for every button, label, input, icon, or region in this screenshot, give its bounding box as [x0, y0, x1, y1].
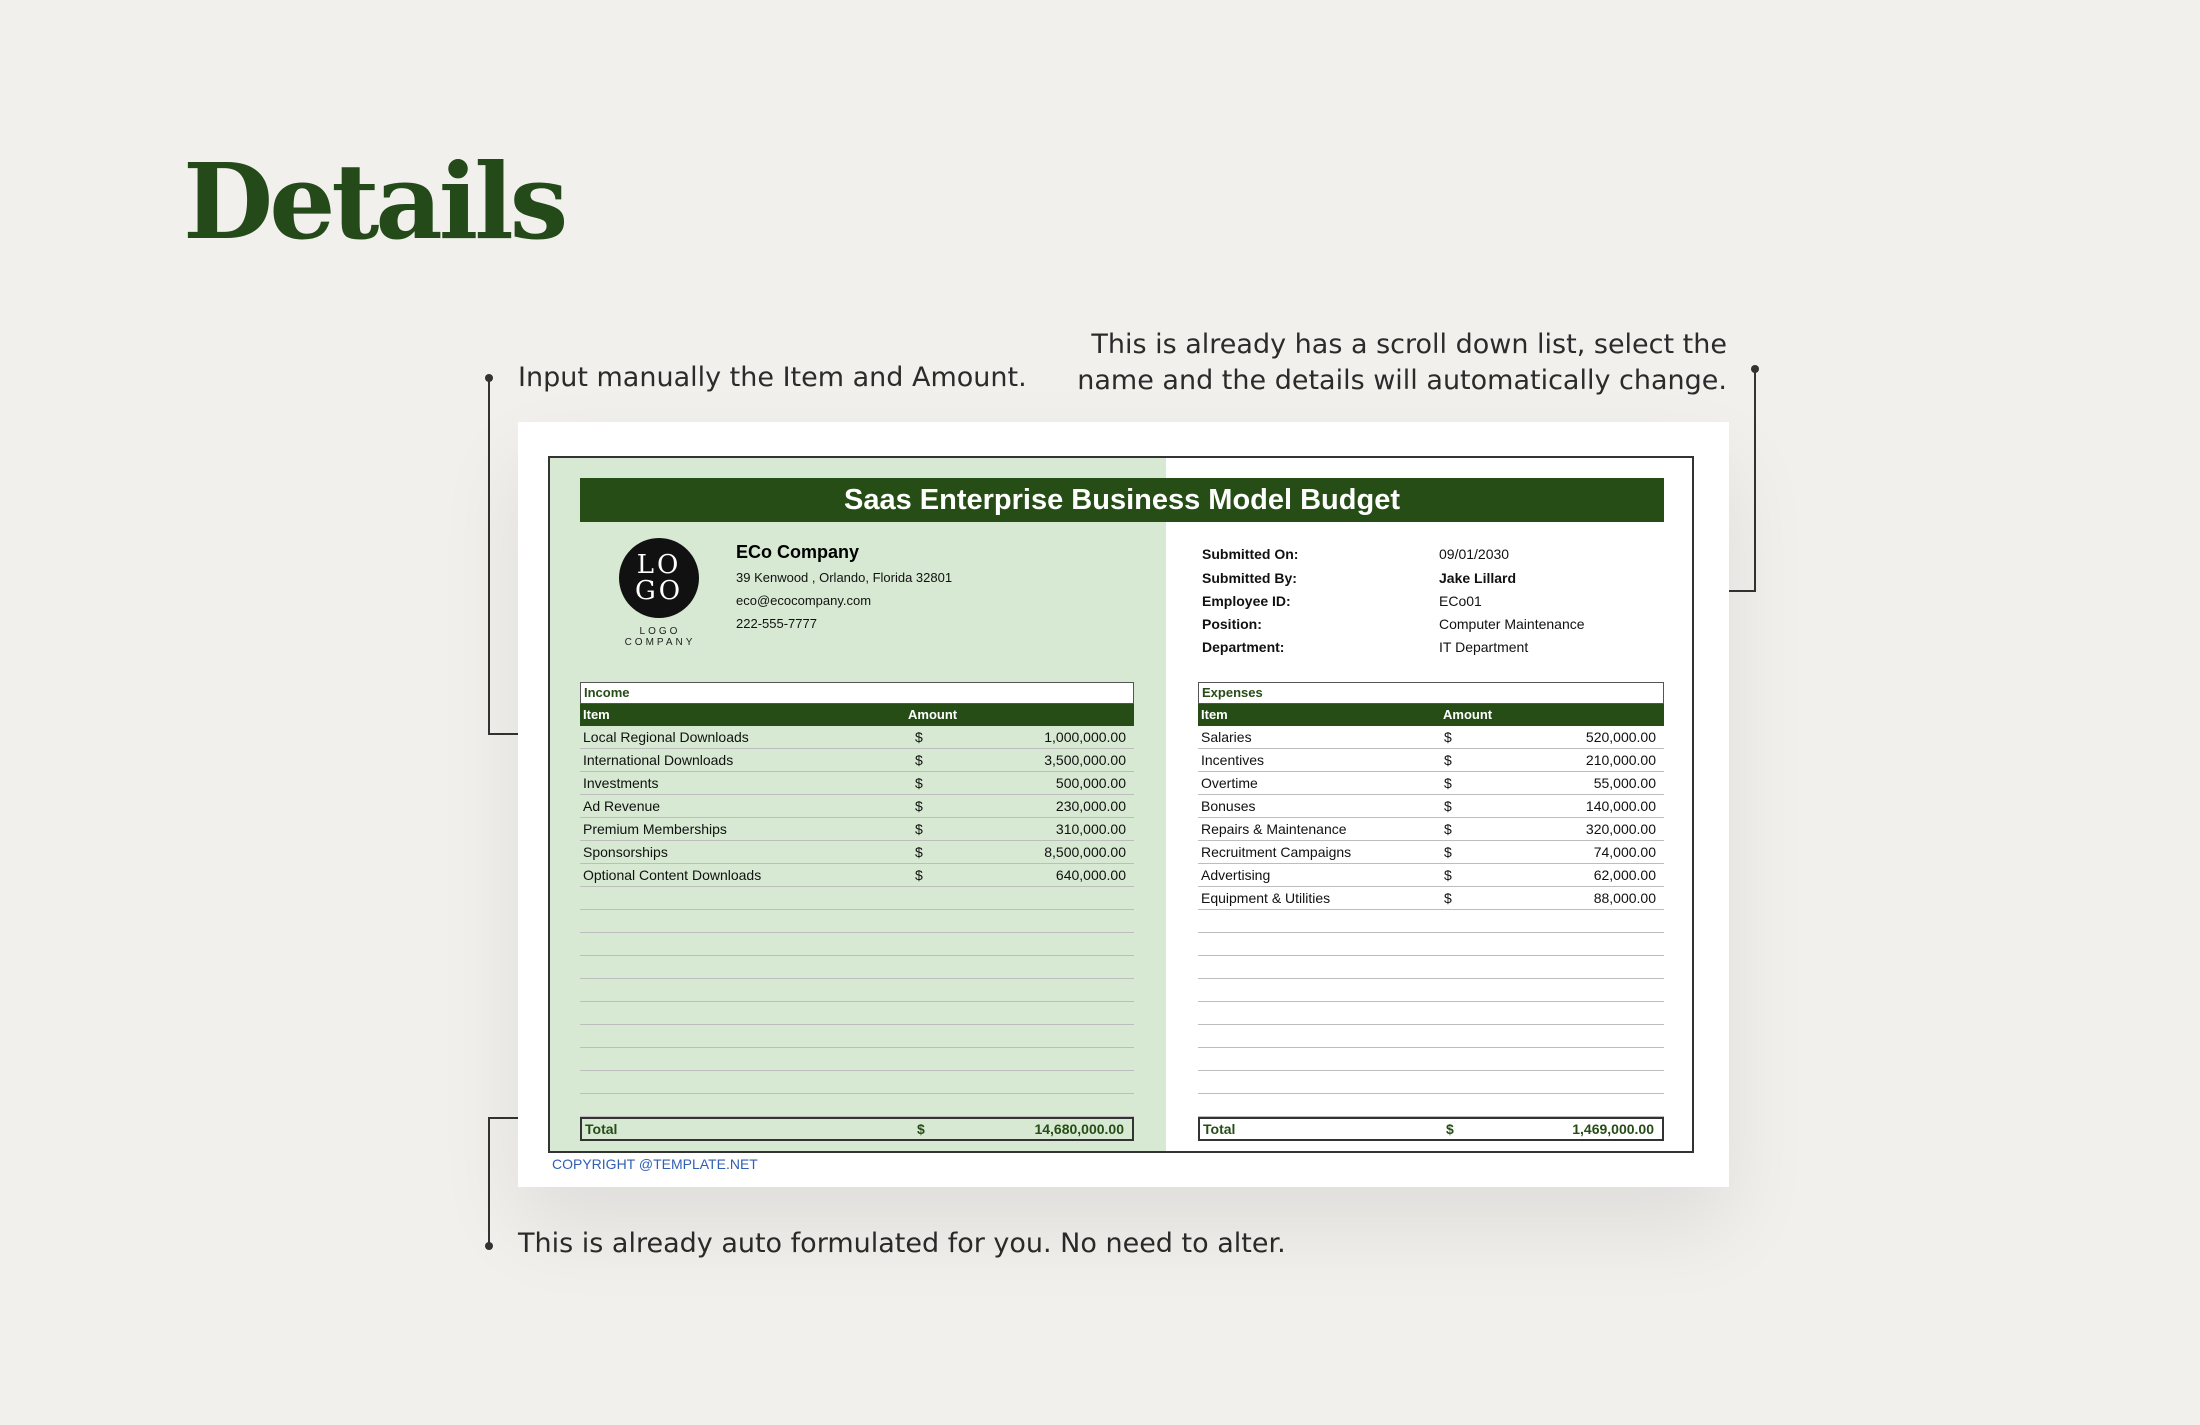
info-value: Computer Maintenance [1439, 616, 1585, 632]
income-total-amount: 14,680,000.00 [1034, 1121, 1124, 1137]
income-total-row [580, 1117, 1134, 1141]
table-row[interactable] [1198, 818, 1664, 841]
row-currency: $ [1444, 798, 1452, 814]
expenses-col-amount: Amount [1443, 707, 1493, 722]
row-item: Ad Revenue [583, 798, 661, 814]
row-amount: 500,000.00 [1055, 775, 1126, 791]
table-row[interactable] [1198, 910, 1664, 933]
row-currency: $ [915, 844, 923, 860]
info-value: ECo01 [1439, 593, 1482, 609]
row-amount: 3,500,000.00 [1044, 752, 1126, 768]
row-item: Repairs & Maintenance [1201, 821, 1347, 837]
expenses-table-header [1198, 704, 1664, 726]
table-row[interactable] [580, 956, 1134, 979]
expenses-table-title: Expenses [1198, 682, 1664, 704]
company-phone[interactable]: 222-555-7777 [736, 616, 817, 631]
table-row[interactable] [580, 933, 1134, 956]
row-item: Bonuses [1201, 798, 1256, 814]
sheet-title: Saas Enterprise Business Model Budget [580, 478, 1664, 522]
callout-dot-bottom [485, 1242, 493, 1250]
info-value: 09/01/2030 [1439, 546, 1510, 562]
copyright-text: COPYRIGHT @TEMPLATE.NET [552, 1156, 758, 1172]
row-item: Incentives [1201, 752, 1265, 768]
row-amount: 62,000.00 [1593, 867, 1656, 883]
template-preview-card [518, 422, 1729, 1187]
income-table-header [580, 704, 1134, 726]
row-item: Premium Memberships [583, 821, 727, 837]
row-currency: $ [915, 729, 923, 745]
company-name[interactable]: ECo Company [736, 542, 860, 562]
table-row[interactable] [1198, 1094, 1664, 1117]
expenses-rows [1198, 726, 1664, 1117]
table-row[interactable] [1198, 1048, 1664, 1071]
table-row[interactable] [580, 979, 1134, 1002]
income-rows [580, 726, 1134, 1117]
expenses-total-currency: $ [1446, 1121, 1454, 1137]
row-amount: 520,000.00 [1585, 729, 1656, 745]
table-row[interactable] [1198, 726, 1664, 749]
table-row[interactable] [580, 726, 1134, 749]
row-amount: 310,000.00 [1055, 821, 1126, 837]
row-item: Local Regional Downloads [583, 729, 749, 745]
table-row[interactable] [1198, 979, 1664, 1002]
row-currency: $ [1444, 867, 1452, 883]
info-row [1202, 616, 1682, 638]
table-row[interactable] [1198, 772, 1664, 795]
table-row[interactable] [1198, 887, 1664, 910]
row-currency: $ [915, 821, 923, 837]
row-currency: $ [1444, 844, 1452, 860]
income-table-title: Income [580, 682, 1134, 704]
note-input-manually: Input manually the Item and Amount. [518, 362, 1027, 393]
row-item: Optional Content Downloads [583, 867, 762, 883]
table-row[interactable] [1198, 749, 1664, 772]
info-label: Position: [1202, 616, 1262, 632]
table-row[interactable] [1198, 841, 1664, 864]
table-row[interactable] [580, 749, 1134, 772]
note-auto-formulated: This is already auto formulated for you. No need to alter. [518, 1228, 1286, 1259]
row-currency: $ [1444, 775, 1452, 791]
income-table [580, 682, 1134, 1141]
table-row[interactable] [1198, 1002, 1664, 1025]
row-amount: 88,000.00 [1593, 890, 1656, 906]
table-row[interactable] [1198, 956, 1664, 979]
table-row[interactable] [580, 1025, 1134, 1048]
row-amount: 640,000.00 [1055, 867, 1126, 883]
row-currency: $ [915, 775, 923, 791]
page-title: Details [183, 140, 565, 263]
row-amount: 320,000.00 [1585, 821, 1656, 837]
row-amount: 140,000.00 [1585, 798, 1656, 814]
info-label: Department: [1202, 639, 1285, 655]
table-row[interactable] [580, 1002, 1134, 1025]
table-row[interactable] [580, 795, 1134, 818]
row-currency: $ [1444, 890, 1452, 906]
row-item: Advertising [1201, 867, 1271, 883]
table-row[interactable] [580, 864, 1134, 887]
table-row[interactable] [580, 1071, 1134, 1094]
row-amount: 210,000.00 [1585, 752, 1656, 768]
expenses-total-label: Total [1203, 1121, 1236, 1137]
table-row[interactable] [1198, 1071, 1664, 1094]
row-amount: 230,000.00 [1055, 798, 1126, 814]
row-currency: $ [1444, 729, 1452, 745]
company-email[interactable]: eco@ecocompany.com [736, 593, 872, 608]
table-row[interactable] [1198, 795, 1664, 818]
row-item: Recruitment Campaigns [1201, 844, 1352, 860]
expenses-total-row [1198, 1117, 1664, 1141]
row-amount: 1,000,000.00 [1044, 729, 1126, 745]
info-row [1202, 593, 1682, 615]
info-label: Employee ID: [1202, 593, 1291, 609]
row-currency: $ [915, 867, 923, 883]
table-row[interactable] [580, 818, 1134, 841]
note-scroll-list [1027, 327, 1727, 399]
callout-dot-left [485, 374, 493, 382]
info-label: Submitted On: [1202, 546, 1299, 562]
company-address[interactable]: 39 Kenwood , Orlando, Florida 32801 [736, 570, 953, 585]
expenses-col-item: Item [1201, 707, 1228, 722]
income-col-amount: Amount [908, 707, 958, 722]
row-item: Investments [583, 775, 659, 791]
info-row [1202, 546, 1682, 568]
table-row[interactable] [580, 1048, 1134, 1071]
note-scroll-list-line2: name and the details will automatically change. [1077, 365, 1727, 396]
income-col-item: Item [583, 707, 610, 722]
income-total-currency: $ [917, 1121, 925, 1137]
expenses-table [1198, 682, 1664, 1141]
row-item: International Downloads [583, 752, 734, 768]
table-row[interactable] [580, 887, 1134, 910]
row-currency: $ [915, 752, 923, 768]
table-row[interactable] [580, 1094, 1134, 1117]
table-row[interactable] [1198, 933, 1664, 956]
budget-sheet [548, 456, 1694, 1153]
info-value: IT Department [1439, 639, 1529, 655]
row-item: Equipment & Utilities [1201, 890, 1331, 906]
row-amount: 8,500,000.00 [1044, 844, 1126, 860]
row-item: Sponsorships [583, 844, 668, 860]
info-row [1202, 570, 1682, 592]
table-row[interactable] [1198, 864, 1664, 887]
table-row[interactable] [580, 772, 1134, 795]
info-label: Submitted By: [1202, 570, 1297, 586]
info-row [1202, 639, 1682, 661]
note-scroll-list-line1: This is already has a scroll down list, select the [1091, 329, 1727, 360]
income-total-label: Total [585, 1121, 618, 1137]
expenses-total-amount: 1,469,000.00 [1572, 1121, 1654, 1137]
row-currency: $ [1444, 752, 1452, 768]
info-value[interactable]: Jake Lillard [1439, 570, 1517, 586]
table-row[interactable] [580, 841, 1134, 864]
row-currency: $ [915, 798, 923, 814]
callout-dot-right [1751, 365, 1759, 373]
table-row[interactable] [1198, 1025, 1664, 1048]
logo-icon: LO GO [619, 538, 699, 618]
row-amount: 74,000.00 [1593, 844, 1656, 860]
row-item: Salaries [1201, 729, 1252, 745]
row-item: Overtime [1201, 775, 1258, 791]
row-amount: 55,000.00 [1593, 775, 1656, 791]
row-currency: $ [1444, 821, 1452, 837]
logo-caption: LOGO COMPANY [624, 626, 696, 648]
table-row[interactable] [580, 910, 1134, 933]
